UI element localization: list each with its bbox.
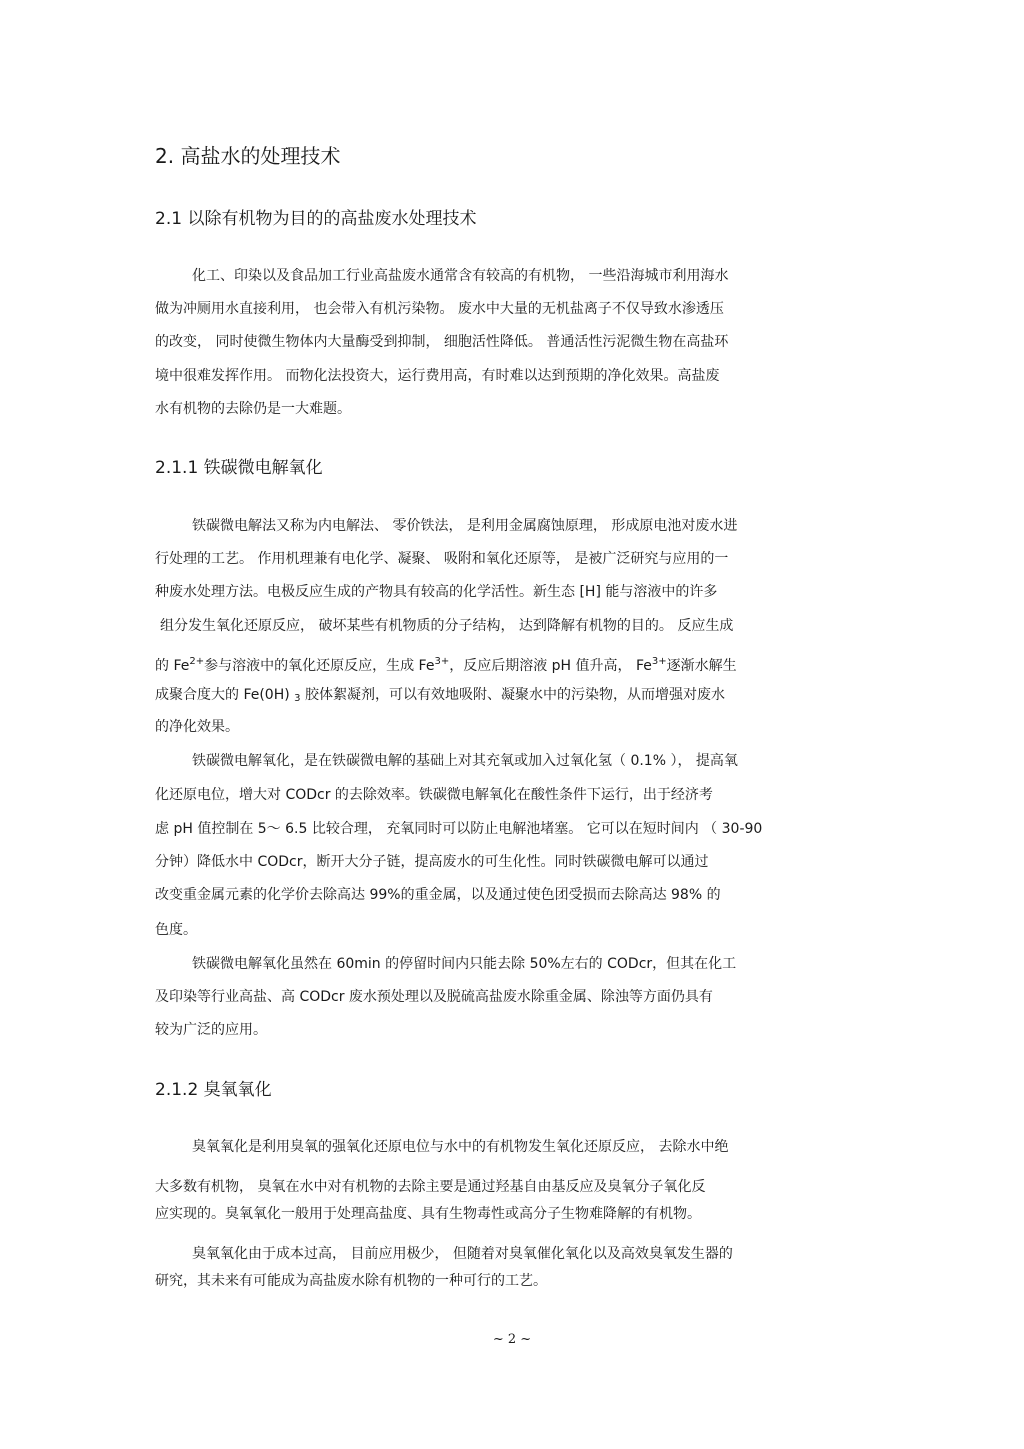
paragraph-line: 行处理的工艺。 作用机理兼有电化学、凝聚、 吸附和氧化还原等， 是被广泛研究与应用的一	[155, 551, 729, 567]
paragraph-line: 臭氧氧化是利用臭氧的强氧化还原电位与水中的有机物发生氧化还原反应， 去除水中绝	[192, 1139, 729, 1155]
paragraph-line-hydroxide	[155, 685, 875, 709]
text-run: 的 Fe	[155, 658, 190, 674]
text-run: 胶体絮凝剂，可以有效地吸附、凝聚水中的污染物，从而增强对废水	[300, 687, 725, 703]
paragraph-line: 铁碳微电解氧化虽然在 60min 的停留时间内只能去除 50%左右的 CODcr，但其在化工	[192, 956, 737, 972]
paragraph-line: 的改变， 同时使微生物体内大量酶受到抑制， 细胞活性降低。 普通活性污泥微生物在高盐环	[155, 334, 729, 350]
paragraph-line: 化工、印染以及食品加工行业高盐废水通常含有较高的有机物， 一些沿海城市利用海水	[192, 268, 729, 284]
heading-2-1: 2.1 以除有机物为目的的高盐废水处理技术	[155, 209, 477, 229]
paragraph-line: 臭氧氧化由于成本过高， 目前应用极少， 但随着对臭氧催化氧化以及高效臭氧发生器的	[192, 1246, 733, 1262]
section-title: 2. 高盐水的处理技术	[155, 144, 341, 168]
superscript: 3+	[651, 656, 667, 667]
paragraph-line: 铁碳微电解氧化，是在铁碳微电解的基础上对其充氧或加入过氧化氢（ 0.1% ）， 提高氧	[192, 753, 738, 769]
paragraph-line: 的净化效果。	[155, 719, 239, 735]
paragraph-line: 应实现的。臭氧氧化一般用于处理高盐度、具有生物毒性或高分子生物难降解的有机物。	[155, 1206, 701, 1222]
text-run: 逐渐水解生	[666, 658, 737, 674]
paragraph-line: 种废水处理方法。电极反应生成的产物具有较高的化学活性。新生态 [H] 能与溶液中的许多	[155, 584, 718, 600]
paragraph-line: 改变重金属元素的化学价去除高达 99%的重金属，以及通过使色团受损而去除高达 98% 的	[155, 887, 721, 903]
text-run: 参与溶液中的氧化还原反应，生成 Fe	[204, 658, 435, 674]
paragraph-line: 研究，其未来有可能成为高盐废水除有机物的一种可行的工艺。	[155, 1273, 547, 1289]
paragraph-line: 水有机物的去除仍是一大难题。	[155, 401, 351, 417]
paragraph-line: 化还原电位，增大对 CODcr 的去除效率。铁碳微电解氧化在酸性条件下运行，出于经济考	[155, 787, 713, 803]
paragraph-line: 做为冲厕用水直接利用， 也会带入有机污染物。 废水中大量的无机盐离子不仅导致水渗透压	[155, 301, 724, 317]
superscript: 2+	[189, 656, 205, 667]
text-run: 成聚合度大的 Fe(0H)	[155, 687, 295, 703]
subscript: 3	[294, 693, 301, 704]
paragraph-line: 大多数有机物， 臭氧在水中对有机物的去除主要是通过羟基自由基反应及臭氧分子氧化反	[155, 1179, 706, 1195]
page-number: ~ 2 ~	[492, 1332, 532, 1347]
heading-2-1-1: 2.1.1 铁碳微电解氧化	[155, 458, 323, 478]
paragraph-line: 色度。	[155, 922, 197, 938]
text-run: ，反应后期溶液 pH 值升高， Fe	[449, 658, 652, 674]
superscript: 3+	[434, 656, 450, 667]
paragraph-line: 较为广泛的应用。	[155, 1022, 267, 1038]
paragraph-line: 分钟）降低水中 CODcr，断开大分子链，提高废水的可生化性。同时铁碳微电解可以通过	[155, 854, 709, 870]
paragraph-line: 组分发生氧化还原反应， 破坏某些有机物质的分子结构， 达到降解有机物的目的。 反应生成	[160, 618, 734, 634]
heading-2-1-2: 2.1.2 臭氧氧化	[155, 1080, 272, 1100]
paragraph-line: 境中很难发挥作用。 而物化法投资大，运行费用高，有时难以达到预期的净化效果。高盐废	[155, 368, 720, 384]
paragraph-line: 铁碳微电解法又称为内电解法、 零价铁法， 是利用金属腐蚀原理， 形成原电池对废水进	[192, 518, 738, 534]
paragraph-line: 及印染等行业高盐、高 CODcr 废水预处理以及脱硫高盐废水除重金属、除浊等方面仍具有	[155, 989, 713, 1005]
paragraph-line: 虑 pH 值控制在 5～ 6.5 比较合理， 充氧同时可以防止电解池堵塞。 它可以在短时间内 （ 30-90	[155, 821, 763, 837]
paragraph-line-iron-ions	[155, 652, 875, 676]
